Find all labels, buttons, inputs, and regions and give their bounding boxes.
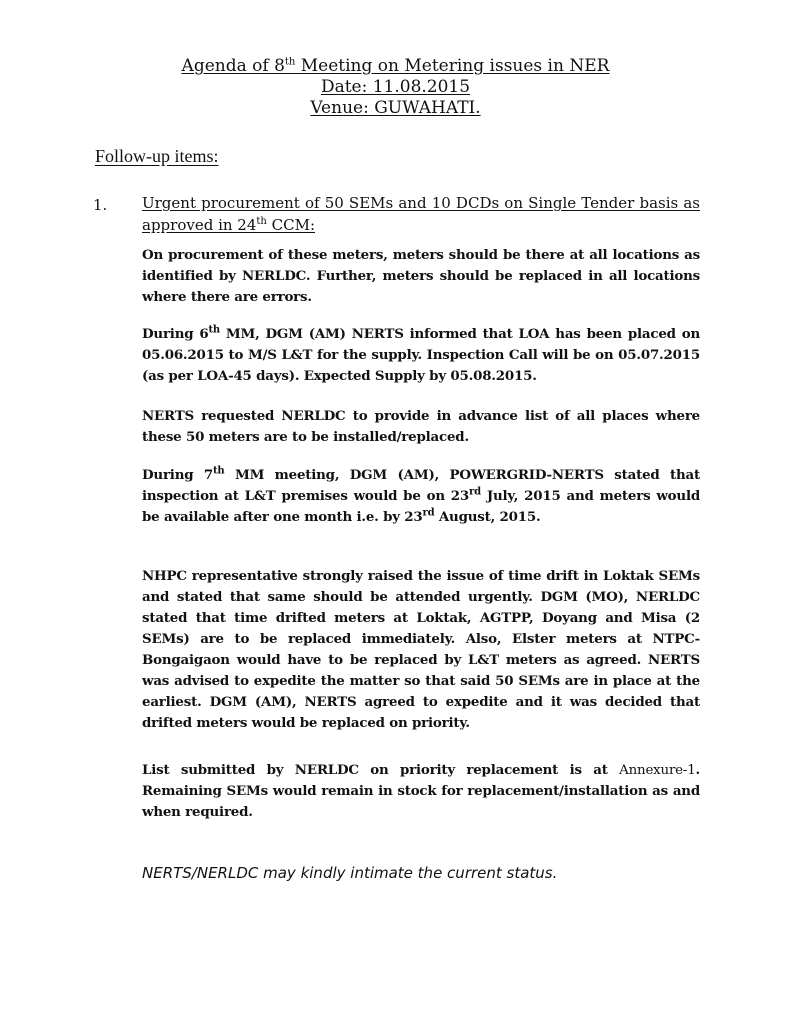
section-heading: Follow-up items:	[95, 146, 219, 166]
agenda-header	[0, 56, 791, 119]
paragraph-7th-mm: During 7th MM meeting, DGM (AM), POWERGRID-NERTS stated that inspection at L&T premises would be on 23rd July, 2015 and meters would be available after one month i.e. by 23rd August, 2015.	[142, 465, 701, 525]
paragraph-priority-list: List submitted by NERLDC on priority replacement is at Annexure-1. Remaining SEMs would remain in stock for replacement/installation as and when required.	[142, 762, 700, 820]
closing-request: NERTS/NERLDC may kindly intimate the current status.	[142, 864, 558, 882]
item-number: 1.	[93, 196, 108, 214]
item-heading: Urgent procurement of 50 SEMs and 10 DCDs on Single Tender basis as approved in 24th CCM:	[142, 194, 700, 234]
paragraph-6th-mm: During 6th MM, DGM (AM) NERTS informed that LOA has been placed on 05.06.2015 to M/S L&T for the supply. Inspection Call will be on 05.07.2015 (as per LOA-45 days). Expected Supply by 05.08.2015.	[142, 324, 700, 384]
annexure-reference: Annexure-1	[619, 763, 696, 778]
meeting-date: Date: 11.08.2015	[320, 77, 471, 97]
meeting-venue: Venue: GUWAHATI.	[310, 98, 481, 118]
paragraph-nhpc-time-drift: NHPC representative strongly raised the issue of time drift in Loktak SEMs and stated that same should be attended urgently. DGM (MO), NERLDC stated that time drifted meters at Loktak, AGTPP, Doyang and Misa (2 SEMs) are to be replaced immediately. Also, Elster meters at NTPC-Bongaigaon would have to be replaced by L&T meters as agreed. NERTS was advised to expedite the matter so that said 50 SEMs are in place at the earliest. DGM (AM), NERTS agreed to expedite and it was decided that drifted meters would be replaced on priority.	[142, 568, 700, 731]
paragraph-procurement: On procurement of these meters, meters should be there at all locations as identified by NERLDC. Further, meters should be replaced in all locations where there are errors.	[142, 247, 700, 305]
paragraph-nerts-request: NERTS requested NERLDC to provide in advance list of all places where these 50 meters are to be installed/replaced.	[142, 408, 700, 445]
agenda-title: Agenda of 8th Meeting on Metering issues in NER	[181, 56, 610, 76]
